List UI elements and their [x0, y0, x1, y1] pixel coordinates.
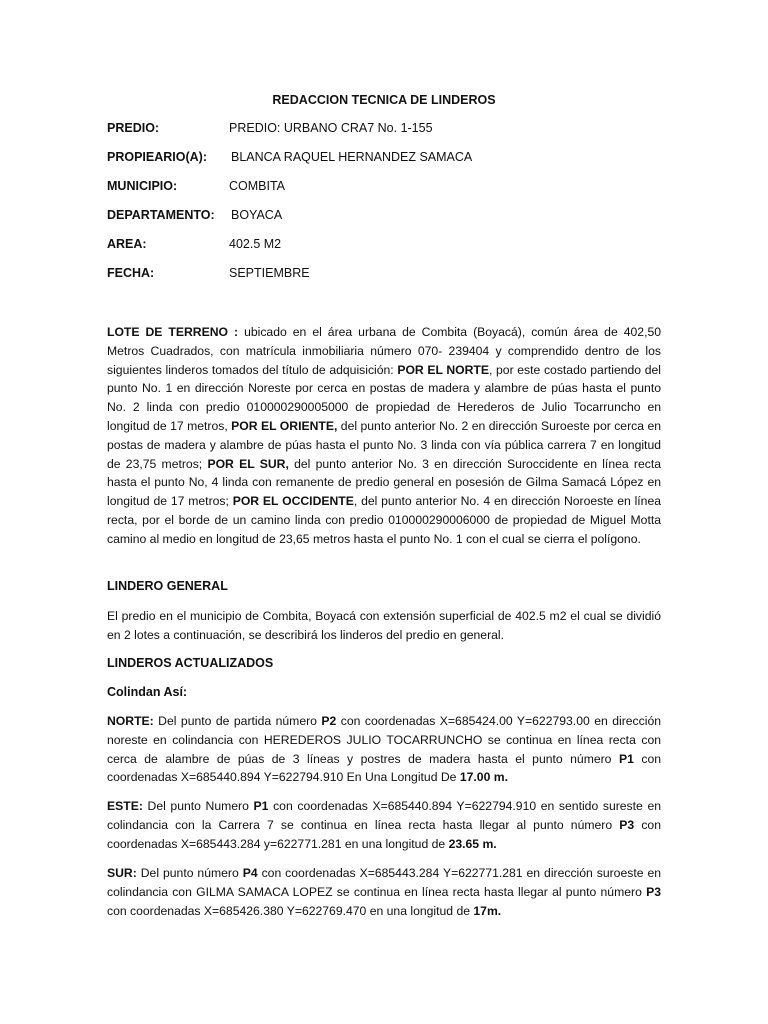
- lote-text: del punto anterior No. 3 en dirección Suroccidente en línea recta hasta el punto No, 4 linda con remanente de predio general en posesión de Gilma Samacá López en longitud de 17 metros;: [107, 456, 661, 509]
- point-label: P3: [619, 817, 635, 832]
- sur-paragraph: [107, 864, 661, 920]
- norte-lead: NORTE:: [107, 714, 154, 728]
- field-municipio: [107, 179, 667, 197]
- lote-de-terreno-paragraph: [107, 323, 661, 549]
- field-propietario: [107, 150, 667, 168]
- length-value: 17m.: [473, 903, 502, 918]
- length-value: 17.00 m.: [459, 770, 508, 785]
- colindan-heading: Colindan Así:: [107, 685, 188, 699]
- lote-text: , del punto anterior No. 4 en dirección Noroeste en línea recta, por el borde de un camino linda con predio 010000290006000 de propiedad de Miguel Motta camino al medio en longitud de 23,65 metros hasta el punto No. 1 con el cual se cierra el polígono.: [107, 494, 662, 546]
- lindero-general-heading: LINDERO GENERAL: [107, 579, 228, 593]
- field-label: DEPARTAMENTO:: [107, 208, 215, 222]
- lote-oriente: POR EL ORIENTE,: [231, 418, 338, 433]
- field-label: PREDIO:: [107, 121, 160, 135]
- field-value: 402.5 M2: [229, 237, 282, 251]
- norte-text: con coordenadas X=685440.894 Y=622794.910 En Una Longitud De: [107, 751, 662, 785]
- point-label: P1: [618, 751, 634, 766]
- este-paragraph: [107, 797, 661, 853]
- field-label: AREA:: [107, 237, 147, 251]
- point-label: P3: [646, 884, 661, 899]
- point-label: P2: [321, 714, 337, 728]
- field-value: PREDIO: URBANO CRA7 No. 1-155: [229, 121, 433, 135]
- field-value: BLANCA RAQUEL HERNANDEZ SAMACA: [231, 150, 473, 164]
- field-label: PROPIEARIO(A):: [107, 150, 207, 164]
- field-fecha: [107, 266, 667, 284]
- field-departamento: [107, 208, 667, 226]
- point-label: P4: [242, 866, 258, 880]
- field-label: FECHA:: [107, 266, 155, 280]
- lote-text: , por este costado partiendo del punto No. 1 en dirección Noreste por cerca en postas de madera y alambre de púas hasta el punto No. 2 linda con predio 010000290005000 de propiedad de Herederos de Julio Tocarruncho en longitud de 17 metros,: [107, 362, 661, 433]
- este-text: con coordenadas X=685440.894 Y=622794.910 en sentido sureste en colindancia con la Carrera 7 se continua en línea recta hasta llegar al punto número: [107, 799, 661, 832]
- lote-sur: POR EL SUR,: [207, 456, 289, 471]
- este-text: con coordenadas X=685443.284 y=622771.281 en una longitud de: [107, 817, 661, 851]
- field-label: MUNICIPIO:: [107, 179, 178, 193]
- field-value: COMBITA: [229, 179, 286, 193]
- sur-text: con coordenadas X=685443.284 Y=622771.281 en dirección suroeste en colindancia con GILMA SAMACA LOPEZ se continua en línea recta hasta llegar al punto número: [107, 866, 662, 899]
- lote-lead: LOTE DE TERRENO :: [107, 325, 239, 339]
- lote-occidente: POR EL OCCIDENTE: [232, 494, 354, 509]
- point-label: P1: [253, 799, 269, 813]
- sur-lead: SUR:: [107, 866, 137, 880]
- field-value: BOYACA: [231, 208, 283, 222]
- field-area: [107, 237, 667, 255]
- lote-text: del punto anterior No. 2 en dirección Suroeste por cerca en postas de madera y alambre de púas hasta el punto No. 3 linda con vía pública carrera 7 en longitud de 23,75 metros;: [107, 418, 662, 471]
- field-predio: [107, 121, 667, 139]
- linderos-actualizados-heading: LINDEROS ACTUALIZADOS: [107, 656, 274, 670]
- field-value: SEPTIEMBRE: [229, 266, 310, 280]
- sur-text: Del punto número: [136, 866, 243, 880]
- length-value: 23.65 m.: [448, 836, 497, 851]
- este-text: Del punto Numero: [142, 799, 254, 813]
- norte-text: Del punto de partida número: [153, 714, 322, 728]
- norte-paragraph: [107, 712, 661, 787]
- lindero-general-paragraph: El predio en el municipio de Combita, Boyacá con extensión superficial de 402.5 m2 el cual se dividió en 2 lotes a continuación, se describirá los linderos del predio en general.: [107, 609, 661, 642]
- lote-norte: POR EL NORTE: [397, 362, 490, 377]
- document-title: REDACCION TECNICA DE LINDEROS: [272, 93, 496, 107]
- sur-text: con coordenadas X=685426.380 Y=622769.470 en una longitud de: [107, 903, 474, 918]
- este-lead: ESTE:: [107, 799, 143, 813]
- norte-text: con coordenadas X=685424.00 Y=622793.00 en dirección noreste en colindancia con HEREDEROS JULIO TOCARRUNCHO se continua en línea recta con cerca de alambre de púas de 3 líneas y postres de madera hasta el punto número: [107, 714, 661, 766]
- lote-text: ubicado en el área urbana de Combita (Boyacá), común área de 402,50 Metros Cuadrados, con matrícula inmobiliaria número 070- 239404 y comprendido dentro de los siguientes linderos tomados del título de adquisición:: [107, 325, 662, 377]
